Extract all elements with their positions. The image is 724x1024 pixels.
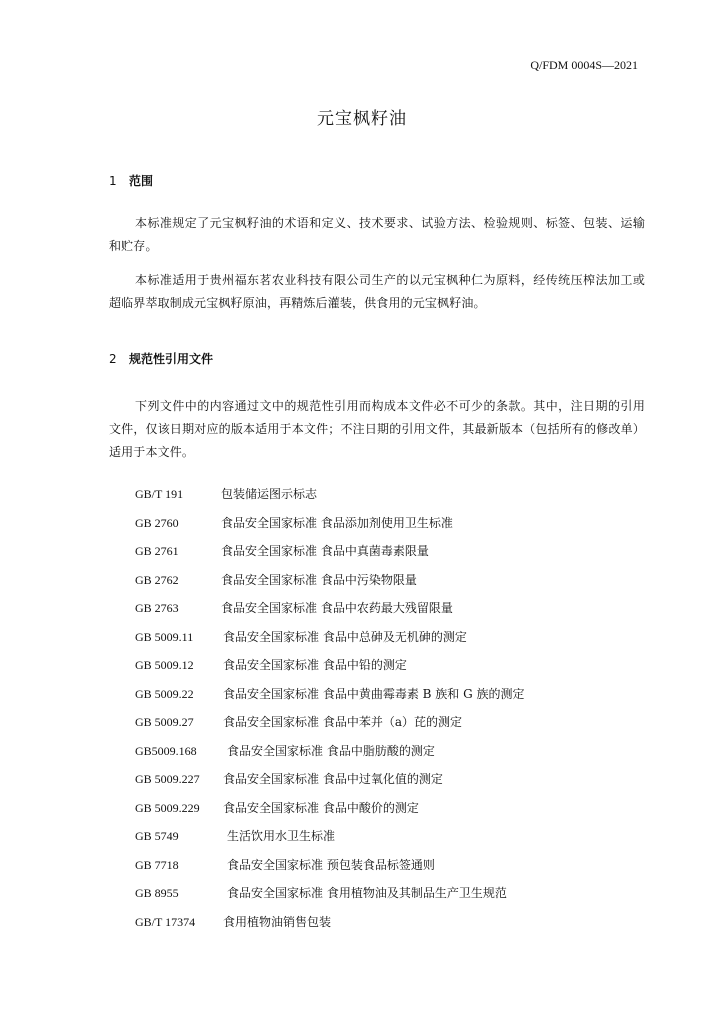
reference-code: GB 2760 (135, 515, 179, 530)
reference-code: GB 8955 (135, 886, 179, 900)
normative-reference-list (135, 480, 524, 936)
reference-item (135, 708, 524, 737)
reference-title: 食品安全国家标准 食品中脂肪酸的测定 (227, 743, 435, 758)
reference-code: GB 5009.11 (135, 629, 194, 644)
reference-code: GB 2763 (135, 601, 179, 615)
reference-item (135, 566, 524, 595)
reference-code: GB 7718 (135, 857, 179, 872)
reference-item (135, 623, 524, 652)
reference-title: 食用植物油销售包装 (223, 914, 332, 929)
reference-code: GB 2762 (135, 572, 179, 587)
reference-code: GB 5009.229 (135, 800, 200, 815)
reference-item (135, 851, 524, 880)
reference-title: 食品安全国家标准 食品中酸价的测定 (223, 800, 419, 815)
reference-title: 食品安全国家标准 预包装食品标签通则 (227, 857, 435, 872)
section-1-title: 范围 (129, 174, 154, 188)
reference-code: GB 5749 (135, 829, 179, 843)
reference-title: 食品安全国家标准 食品中农药最大残留限量 (221, 601, 453, 615)
reference-title: 食品安全国家标准 食品中过氧化值的测定 (223, 772, 443, 786)
reference-item (135, 822, 524, 851)
reference-item (135, 765, 524, 794)
reference-title: 食品安全国家标准 食品添加剂使用卫生标准 (221, 515, 453, 530)
reference-item (135, 737, 524, 766)
reference-title: 食品安全国家标准 食品中污染物限量 (221, 572, 417, 587)
scope-paragraph-1: 本标准规定了元宝枫籽油的术语和定义、技术要求、试验方法、检验规则、标签、包装、运输和贮存。 (109, 216, 645, 253)
reference-title: 食品安全国家标准 食品中总砷及无机砷的测定 (223, 629, 467, 644)
reference-code: GB/T 17374 (135, 914, 196, 929)
reference-item (135, 480, 524, 509)
reference-item (135, 594, 524, 623)
section-1-heading (109, 172, 153, 189)
reference-code: GB 5009.22 (135, 686, 194, 701)
reference-title: 包装储运图示标志 (221, 487, 318, 501)
reference-title: 食品安全国家标准 食品中铅的测定 (223, 658, 407, 672)
reference-item (135, 879, 524, 908)
reference-title: 生活饮用水卫生标准 (227, 829, 336, 843)
document-id: Q/FDM 0004S—2021 (530, 58, 638, 72)
reference-code: GB/T 191 (135, 487, 184, 501)
reference-title: 食品安全国家标准 食品中真菌毒素限量 (221, 544, 429, 558)
reference-code: GB 5009.227 (135, 772, 200, 786)
reference-item (135, 680, 524, 709)
reference-code: GB5009.168 (135, 743, 197, 758)
reference-item (135, 908, 524, 937)
section-1-number: 1 (109, 174, 117, 188)
reference-code: GB 5009.12 (135, 658, 194, 672)
reference-code: GB 2761 (135, 544, 179, 558)
references-intro-paragraph: 下列文件中的内容通过文中的规范性引用而构成本文件必不可少的条款。其中，注日期的引用文件，仅该日期对应的版本适用于本文件；不注日期的引用文件，其最新版本（包括所有的修改单）适用于本文件。 (109, 399, 645, 459)
scope-paragraph-2: 本标准适用于贵州福东茗农业科技有限公司生产的以元宝枫种仁为原料，经传统压榨法加工或超临界萃取制成元宝枫籽原油，再精炼后灌装，供食用的元宝枫籽油。 (109, 273, 645, 310)
reference-title: 食品安全国家标准 食品中黄曲霉毒素 B 族和 G 族的测定 (223, 686, 525, 701)
section-2-heading (109, 350, 213, 367)
reference-item (135, 509, 524, 538)
document-title: 元宝枫籽油 (317, 109, 407, 129)
reference-item (135, 537, 524, 566)
reference-item (135, 651, 524, 680)
reference-title: 食品安全国家标准 食品中苯并（a）芘的测定 (223, 715, 462, 729)
reference-code: GB 5009.27 (135, 715, 194, 729)
reference-item (135, 794, 524, 823)
section-2-number: 2 (109, 352, 117, 366)
reference-title: 食品安全国家标准 食用植物油及其制品生产卫生规范 (227, 886, 507, 900)
section-2-title: 规范性引用文件 (129, 352, 214, 366)
